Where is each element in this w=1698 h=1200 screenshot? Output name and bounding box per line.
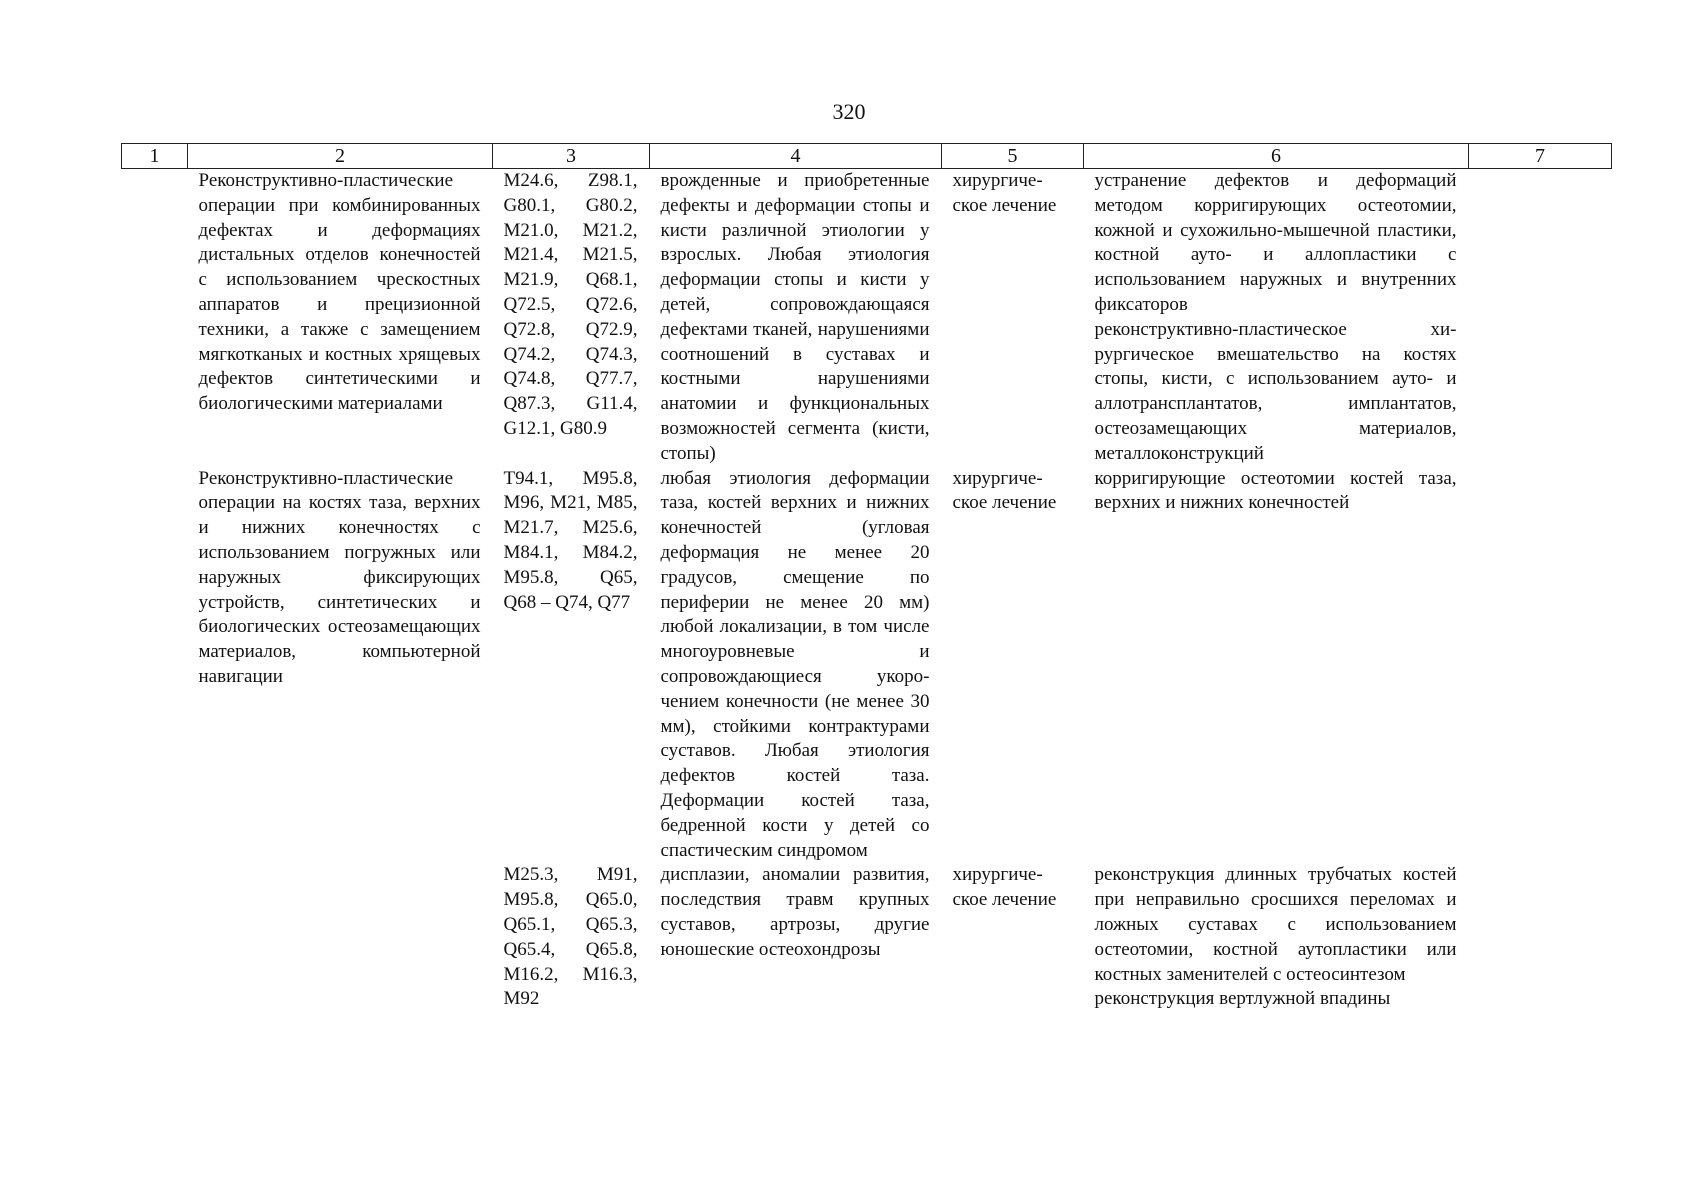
treatment-method-text: корригирующие остеотомии костей таза, верхних и нижних конечностей: [1094, 467, 1457, 514]
procedure-group-cell: Реконструктивно-пластические операции на костях таза, верхних и нижних конечностях с использованием погружных или наружных фиксирующих устройств, синтетических и биологических остеозамещающих материалов, компьютерной навигации: [198, 467, 481, 687]
column-header-2: 2: [188, 144, 493, 169]
cost-cell: [1469, 467, 1612, 864]
treatment-type-cell: хирургическое лечение: [952, 170, 1057, 216]
patient-model-cell: любая этиология деформации таза, костей верхних и нижних конечностей (угловая деформация не менее 20 градусов, смещение по периферии не менее 20 мм) любой локализации, в том числе многоуровневые и сопровождающиеся укорочением конечности (не менее 30 мм), стойкими контрактурами суставов. Любая этиология дефектов костей таза. Деформации костей таза, бедренной кости у детей со спастическим синдромом: [660, 467, 930, 861]
column-header-3: 3: [493, 144, 650, 169]
cost-cell: [1469, 863, 1612, 1012]
treatment-method-text: реконструкция вертлужной впадины: [1094, 988, 1391, 1010]
patient-model-cell: врожденные и приобретенные дефекты и деформации стопы и кисти различной этиологии у взрослых. Любая этиология деформации стопы и кисти у детей, сопровождающаяся дефектами тканей, нарушениями соотношений в суставах и костными нарушениями анатомии и функциональных возможностей сегмента (кисти, стопы): [660, 170, 930, 464]
treatment-type-cell: хирургическое лечение: [952, 864, 1057, 911]
table-row: [122, 863, 1612, 1012]
row-number-cell: [122, 169, 188, 467]
cost-cell: [1469, 169, 1612, 467]
column-number-header: [122, 144, 1612, 169]
treatment-method-cell: [1084, 863, 1469, 1012]
treatment-method-text: устранение дефектов и деформаций методом корригирующих остеотомии, кожной и сухожильно-мышечной пластики, костной ауто- и аллопластики с использованием наружных и внутренних фиксаторов: [1094, 170, 1457, 315]
patient-model-cell: дисплазии, аномалии развития, последствия травм крупных суставов, артрозы, другие юношеские остеохондрозы: [660, 864, 930, 960]
treatment-method-text: реконструктивно-пластическое хирургическое вмешательство на костях стопы, кисти, с использованием ауто- и аллотрансплантатов, имплантатов, остеозамещающих материалов, металлоконструкций: [1094, 318, 1457, 464]
treatment-type-cell: хирургическое лечение: [952, 467, 1057, 514]
icd-codes-cell: T94.1, M95.8, M96, M21, M85, M21.7, M25.6, M84.1, M84.2, M95.8, Q65, Q68 – Q74, Q77: [503, 467, 638, 613]
procedure-group-cell: Реконструктивно-пластические операции при комбинированных дефектах и деформациях дистальных отделов конечностей с использованием чрескостных аппаратов и прецизионной техники, а также с замещением мягкотканых и костных хрящевых дефектов синтетическими и биологическими материалами: [198, 170, 481, 415]
column-header-4: 4: [650, 144, 942, 169]
table-row: [122, 467, 1612, 864]
column-header-7: 7: [1469, 144, 1612, 169]
row-number-cell: [122, 467, 188, 864]
column-header-5: 5: [942, 144, 1084, 169]
icd-codes-cell: M24.6, Z98.1, G80.1, G80.2, M21.0, M21.2, M21.4, M21.5, M21.9, Q68.1, Q72.5, Q72.6, Q72.8, Q72.9, Q74.2, Q74.3, Q74.8, Q77.7, Q87.3, G11.4, G12.1, G80.9: [503, 170, 638, 439]
procedures-table: [121, 143, 1612, 1012]
treatment-method-text: реконструкция длинных трубчатых костей при неправильно сросшихся переломах и ложных суставах с использованием остеотомии, костной аутопластики или костных заменителей с остеосинтезом: [1094, 864, 1457, 985]
table-row: [122, 169, 1612, 467]
treatment-method-cell: [1084, 467, 1469, 864]
row-number-cell: [122, 863, 188, 1012]
page-number: 320: [832, 99, 866, 124]
icd-codes-cell: M25.3, M91, M95.8, Q65.0, Q65.1, Q65.3, Q65.4, Q65.8, M16.2, M16.3, M92: [503, 864, 638, 1010]
column-header-1: 1: [122, 144, 188, 169]
treatment-method-cell: [1084, 169, 1469, 467]
column-header-6: 6: [1084, 144, 1469, 169]
procedure-group-cell: [188, 863, 493, 1012]
